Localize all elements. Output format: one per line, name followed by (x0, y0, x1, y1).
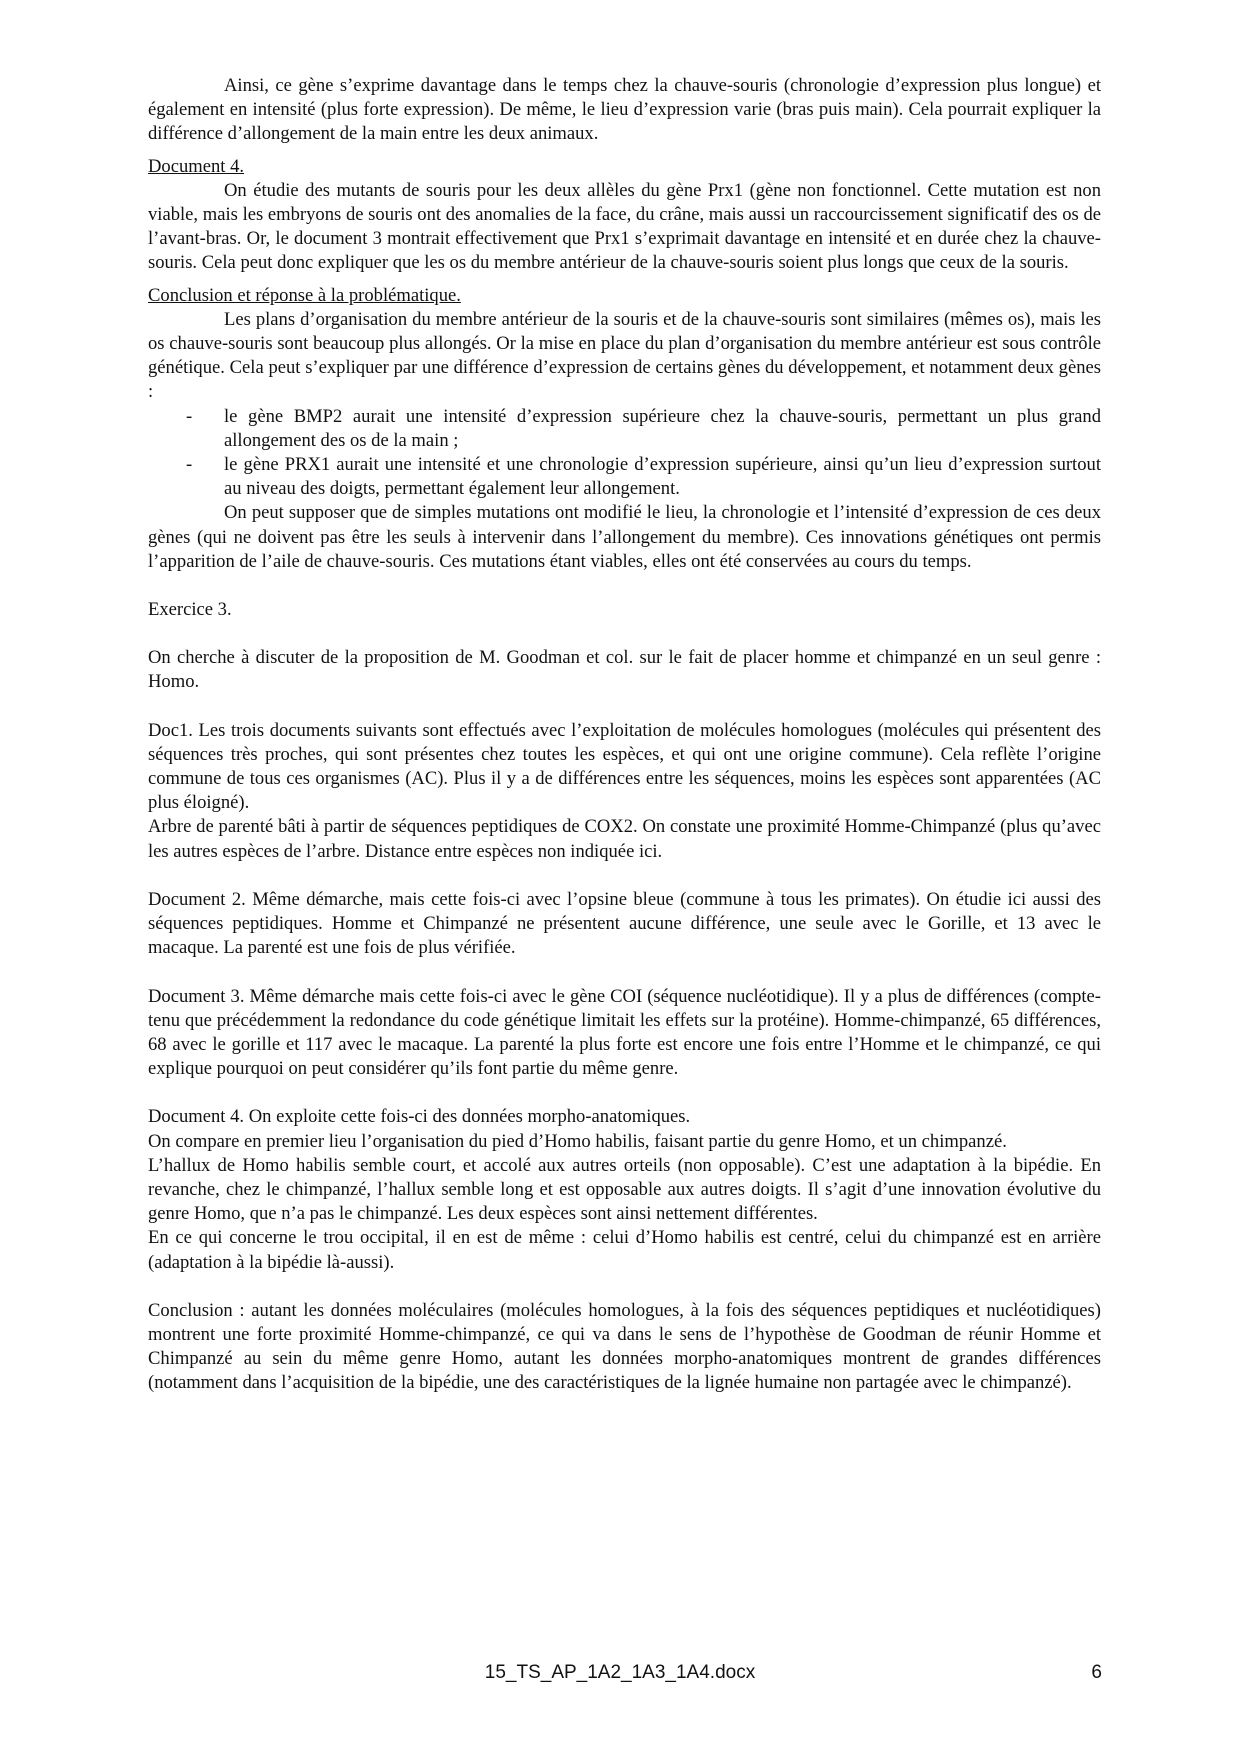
paragraph-document-4: On étudie des mutants de souris pour les deux allèles du gène Prx1 (gène non fonctionnel. Cette mutation est non viable, mais les embryons de souris ont des anomalies de la face, du crâne, mais aussi un raccourcissement significatif des os de l’avant-bras. Or, le document 3 montrait effectivement que Prx1 s’exprimait davantage en intensité et en durée chez la chauve-souris. Cela peut donc expliquer que les os du membre antérieur de la chauve-souris soient plus longs que ceux de la souris. (148, 179, 1101, 274)
paragraph-doc2: Document 2. Même démarche, mais cette fois-ci avec l’opsine bleue (commune à tous les primates). On étudie ici aussi des séquences peptidiques. Homme et Chimpanzé ne présentent aucune différence, une seule avec le Gorille, et 13 avec le macaque. La parenté est une fois de plus vérifiée. (148, 888, 1101, 959)
paragraph-final-conclusion: Conclusion : autant les données moléculaires (molécules homologues, à la fois des séquences peptidiques et nucléotidiques) montrent une forte proximité Homme-chimpanzé, ce qui va dans le sens de l’hypothèse de Goodman de réunir Homme et Chimpanzé au sein du même genre Homo, autant les données morpho-anatomiques montrent de grandes différences (notamment dans l’acquisition de la bipédie, une des caractéristiques de la lignée humaine non partagée avec le chimpanzé). (148, 1299, 1101, 1394)
paragraph-intro: On cherche à discuter de la proposition de M. Goodman et col. sur le fait de placer homme et chimpanzé en un seul genre : Homo. (148, 647, 1101, 693)
page-content (148, 74, 1101, 1396)
paragraph-doc4-foot: On compare en premier lieu l’organisation du pied d’Homo habilis, faisant partie du genre Homo, et un chimpanzé. (148, 1130, 1007, 1152)
list-dash: - (186, 454, 193, 476)
paragraph-doc3: Document 3. Même démarche mais cette fois-ci avec le gène COI (séquence nucléotidique). Il y a plus de différences (compte-tenu que précédemment la redondance du code génétique limitait les effets sur la protéine). Homme-chimpanzé, 65 différences, 68 avec le gorille et 117 avec le macaque. La parenté la plus forte est encore une fois entre l’Homme et le chimpanzé, ce qui explique pourquoi on peut considérer qu’ils font partie du même genre. (148, 985, 1101, 1080)
list-item (148, 453, 1101, 501)
paragraph-doc4-hallux: L’hallux de Homo habilis semble court, et accolé aux autres orteils (non opposable). C’est une adaptation à la bipédie. En revanche, chez le chimpanzé, l’hallux semble long et est opposable aux autres doigts. Il s’agit d’une innovation évolutive du genre Homo, que n’a pas le chimpanzé. Les deux espèces sont ainsi nettement différentes. (148, 1154, 1101, 1225)
exercise-title: Exercice 3. (148, 599, 232, 621)
footer-filename: 15_TS_AP_1A2_1A3_1A4.docx (484, 1662, 756, 1683)
page-footer (0, 1661, 1240, 1691)
paragraph-gene-expression: Ainsi, ce gène s’exprime davantage dans le temps chez la chauve-souris (chronologie d’expression plus longue) et également en intensité (plus forte expression). De même, le lieu d’expression varie (bras puis main). Cela pourrait expliquer la différence d’allongement de la main entre les deux animaux. (148, 75, 1101, 145)
paragraph-conclusion: Les plans d’organisation du membre antérieur de la souris et de la chauve-souris sont similaires (mêmes os), mais les os chauve-souris sont beaucoup plus allongés. Or la mise en place du plan d’organisation du membre antérieur est sous contrôle génétique. Cela peut s’expliquer par une différence d’expression de certains gènes du développement, et notamment deux gènes : (148, 308, 1101, 403)
heading-conclusion: Conclusion et réponse à la problématique. (148, 284, 461, 306)
paragraph-doc1-tree: Arbre de parenté bâti à partir de séquences peptidiques de COX2. On constate une proximité Homme-Chimpanzé (plus qu’avec les autres espèces de l’arbre. Distance entre espèces non indiquée ici. (148, 816, 1101, 862)
list-item (148, 405, 1101, 453)
list-dash: - (186, 405, 193, 427)
heading-document-4: Document 4. (148, 155, 245, 177)
gene-list (148, 405, 1101, 502)
list-item-text: le gène BMP2 aurait une intensité d’expression supérieure chez la chauve-souris, permettant un plus grand allongement des os de la main ; (224, 405, 1101, 451)
footer-page-number: 6 (1091, 1662, 1102, 1683)
paragraph-doc1: Doc1. Les trois documents suivants sont effectués avec l’exploitation de molécules homologues (molécules qui présentent des séquences très proches, qui sont présentes chez toutes les espèces, et qui ont une origine commune). Cela reflète l’origine commune de tous ces organismes (AC). Plus il y a de différences entre les séquences, moins les espèces sont apparentées (AC plus éloigné). (148, 719, 1101, 814)
paragraph-conclusion-2: On peut supposer que de simples mutations ont modifié le lieu, la chronologie et l’intensité d’expression de ces deux gènes (qui ne doivent pas être les seuls à intervenir dans l’allongement du membre). Ces innovations génétiques ont permis l’apparition de l’aile de chauve-souris. Ces mutations étant viables, elles ont été conservées au cours du temps. (148, 502, 1101, 572)
paragraph-doc4-occipital: En ce qui concerne le trou occipital, il en est de même : celui d’Homo habilis est centré, celui du chimpanzé est en arrière (adaptation à la bipédie là-aussi). (148, 1227, 1101, 1273)
list-item-text: le gène PRX1 aurait une intensité et une chronologie d’expression supérieure, ainsi qu’un lieu d’expression surtout au niveau des doigts, permettant également leur allongement. (224, 454, 1101, 500)
paragraph-doc4-intro: Document 4. On exploite cette fois-ci des données morpho-anatomiques. (148, 1106, 691, 1128)
